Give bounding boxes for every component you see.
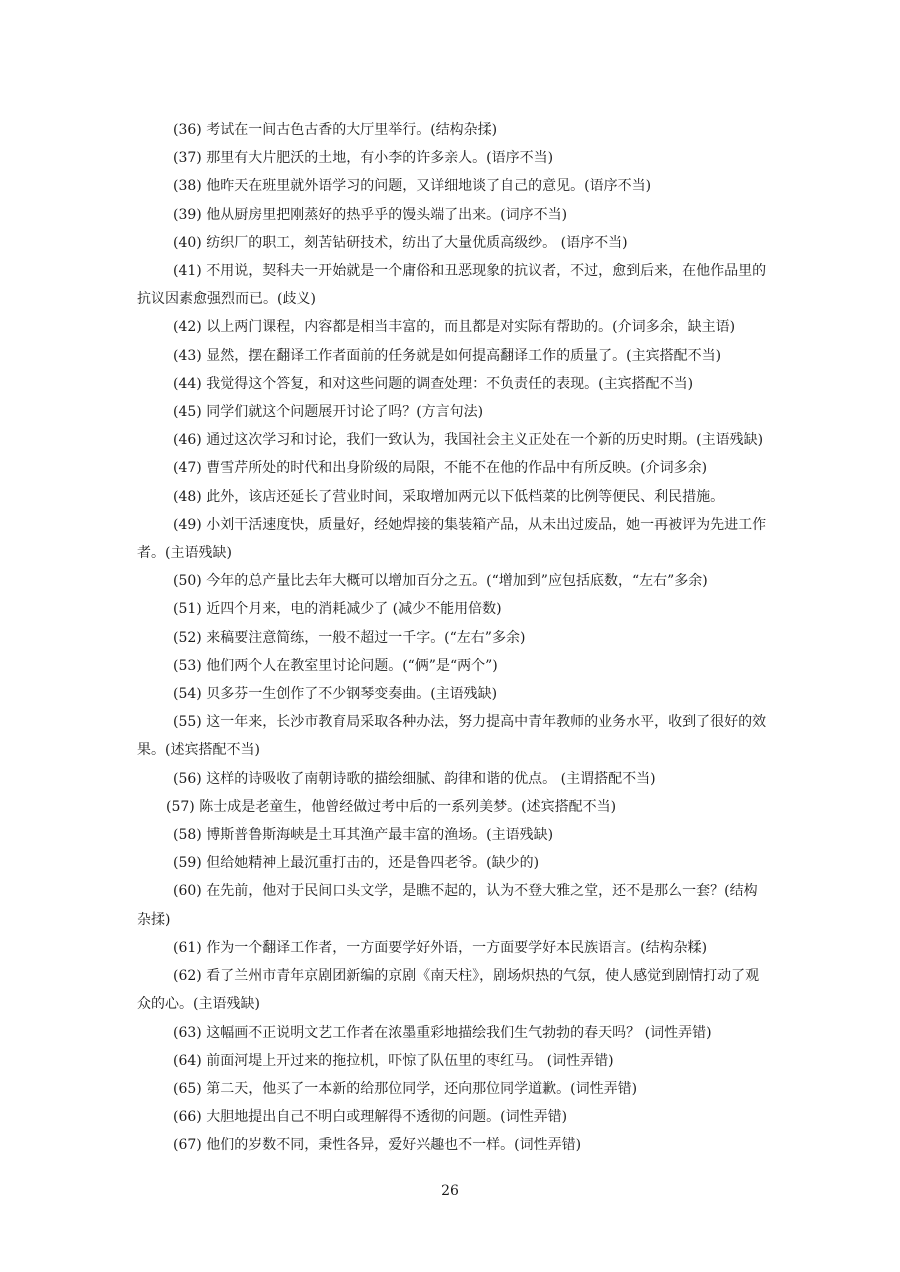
list-item: (49) 小刘干活速度快，质量好，经她焊接的集装箱产品，从未出过废品，她一再被评为先进工作者。(主语残缺): [137, 516, 767, 562]
list-item: (39) 他从厨房里把刚蒸好的热乎乎的馒头端了出来。(词序不当): [173, 206, 568, 223]
list-item: (60) 在先前，他对于民间口头文学，是瞧不起的，认为不登大雅之堂，还不是那么一套？(结构杂揉): [137, 883, 758, 928]
list-item: (56) 这样的诗吸收了南朝诗歌的描绘细腻、韵律和谐的优点。 (主谓搭配不当): [173, 770, 656, 787]
list-item: (62) 看了兰州市青年京剧团新编的京剧《南天柱》，剧场炽热的气氛，使人感觉到剧情打动了观众的心。(主语残缺): [137, 968, 760, 1013]
list-item: (44) 我觉得这个答复，和对这些问题的调查处理：不负责任的表现。(主宾搭配不当): [173, 375, 694, 392]
list-item: (57) 陈士成是老童生，他曾经做过考中后的一系列美梦。(述宾搭配不当): [166, 798, 617, 815]
list-item: (59) 但给她精神上最沉重打击的，还是鲁四老爷。(缺少的): [173, 855, 540, 872]
list-item: (63) 这幅画不正说明文艺工作者在浓墨重彩地描绘我们生气勃勃的春天吗？ (词性弄错): [173, 1024, 712, 1041]
list-item: (51) 近四个月来，电的消耗减少了 (减少不能用倍数): [173, 601, 502, 618]
list-item: (37) 那里有大片肥沃的土地，有小李的许多亲人。(语序不当): [173, 150, 554, 167]
list-item: (58) 博斯普鲁斯海峡是土耳其渔产最丰富的渔场。(主语残缺): [173, 827, 554, 844]
list-item: (61) 作为一个翻译工作者，一方面要学好外语，一方面要学好本民族语言。(结构杂糅): [173, 939, 708, 956]
list-item: (36) 考试在一间古色古香的大厅里举行。(结构杂揉): [173, 122, 498, 138]
list-item: (48) 此外，该店还延长了营业时间，采取增加两元以下低档菜的比例等便民、利民措施。: [173, 488, 725, 505]
list-item: (38) 他昨天在班里就外语学习的问题，又详细地谈了自己的意见。(语序不当): [173, 178, 652, 195]
list-item: (45) 同学们就这个问题展开讨论了吗？(方言句法): [173, 404, 484, 421]
list-item: (64) 前面河堤上开过来的拖拉机，吓惊了队伍里的枣红马。 (词性弄错): [173, 1052, 614, 1069]
list-item: (53) 他们两个人在教室里讨论问题。(“俩”是“两个”): [173, 657, 498, 674]
sentence-list: [137, 116, 767, 1160]
list-item: (50) 今年的总产量比去年大概可以增加百分之五。(“增加到”应包括底数，“左右”多余): [173, 573, 708, 590]
list-item: (40) 纺织厂的职工，刻苦钻研技术，纺出了大量优质高级纱。 (语序不当): [173, 234, 628, 251]
list-item: (67) 他们的岁数不同，秉性各异，爱好兴趣也不一样。(词性弄错): [173, 1137, 582, 1154]
list-item: (47) 曹雪芹所处的时代和出身阶级的局限，不能不在他的作品中有所反映。(介词多余): [173, 460, 708, 477]
list-item: (41) 不用说，契科夫一开始就是一个庸俗和丑恶现象的抗议者，不过，愈到后来，在他作品里的抗议因素愈强烈而已。(歧义): [137, 263, 767, 308]
list-item: (42) 以上两门课程，内容都是相当丰富的，而且都是对实际有帮助的。(介词多余，缺主语): [173, 319, 736, 336]
list-item: (55) 这一年来，长沙市教育局采取各种办法，努力提高中青年教师的业务水平，收到了很好的效果。(述宾搭配不当): [137, 714, 767, 759]
list-item: (43) 显然，摆在翻译工作者面前的任务就是如何提高翻译工作的质量了。(主宾搭配不当): [173, 347, 722, 364]
list-item: (46) 通过这次学习和讨论，我们一致认为，我国社会主义正处在一个新的历史时期。(主语残缺): [173, 432, 764, 449]
list-item: (65) 第二天，他买了一本新的给那位同学，还向那位同学道歉。(词性弄错): [173, 1080, 638, 1097]
page-number: 26: [441, 1183, 459, 1199]
list-item: (66) 大胆地提出自己不明白或理解得不透彻的问题。(词性弄错): [173, 1109, 568, 1126]
list-item: (54) 贝多芬一生创作了不少钢琴变奏曲。(主语残缺): [173, 686, 498, 703]
list-item: (52) 来稿要注意简练，一般不超过一千字。(“左右”多余): [173, 629, 526, 646]
